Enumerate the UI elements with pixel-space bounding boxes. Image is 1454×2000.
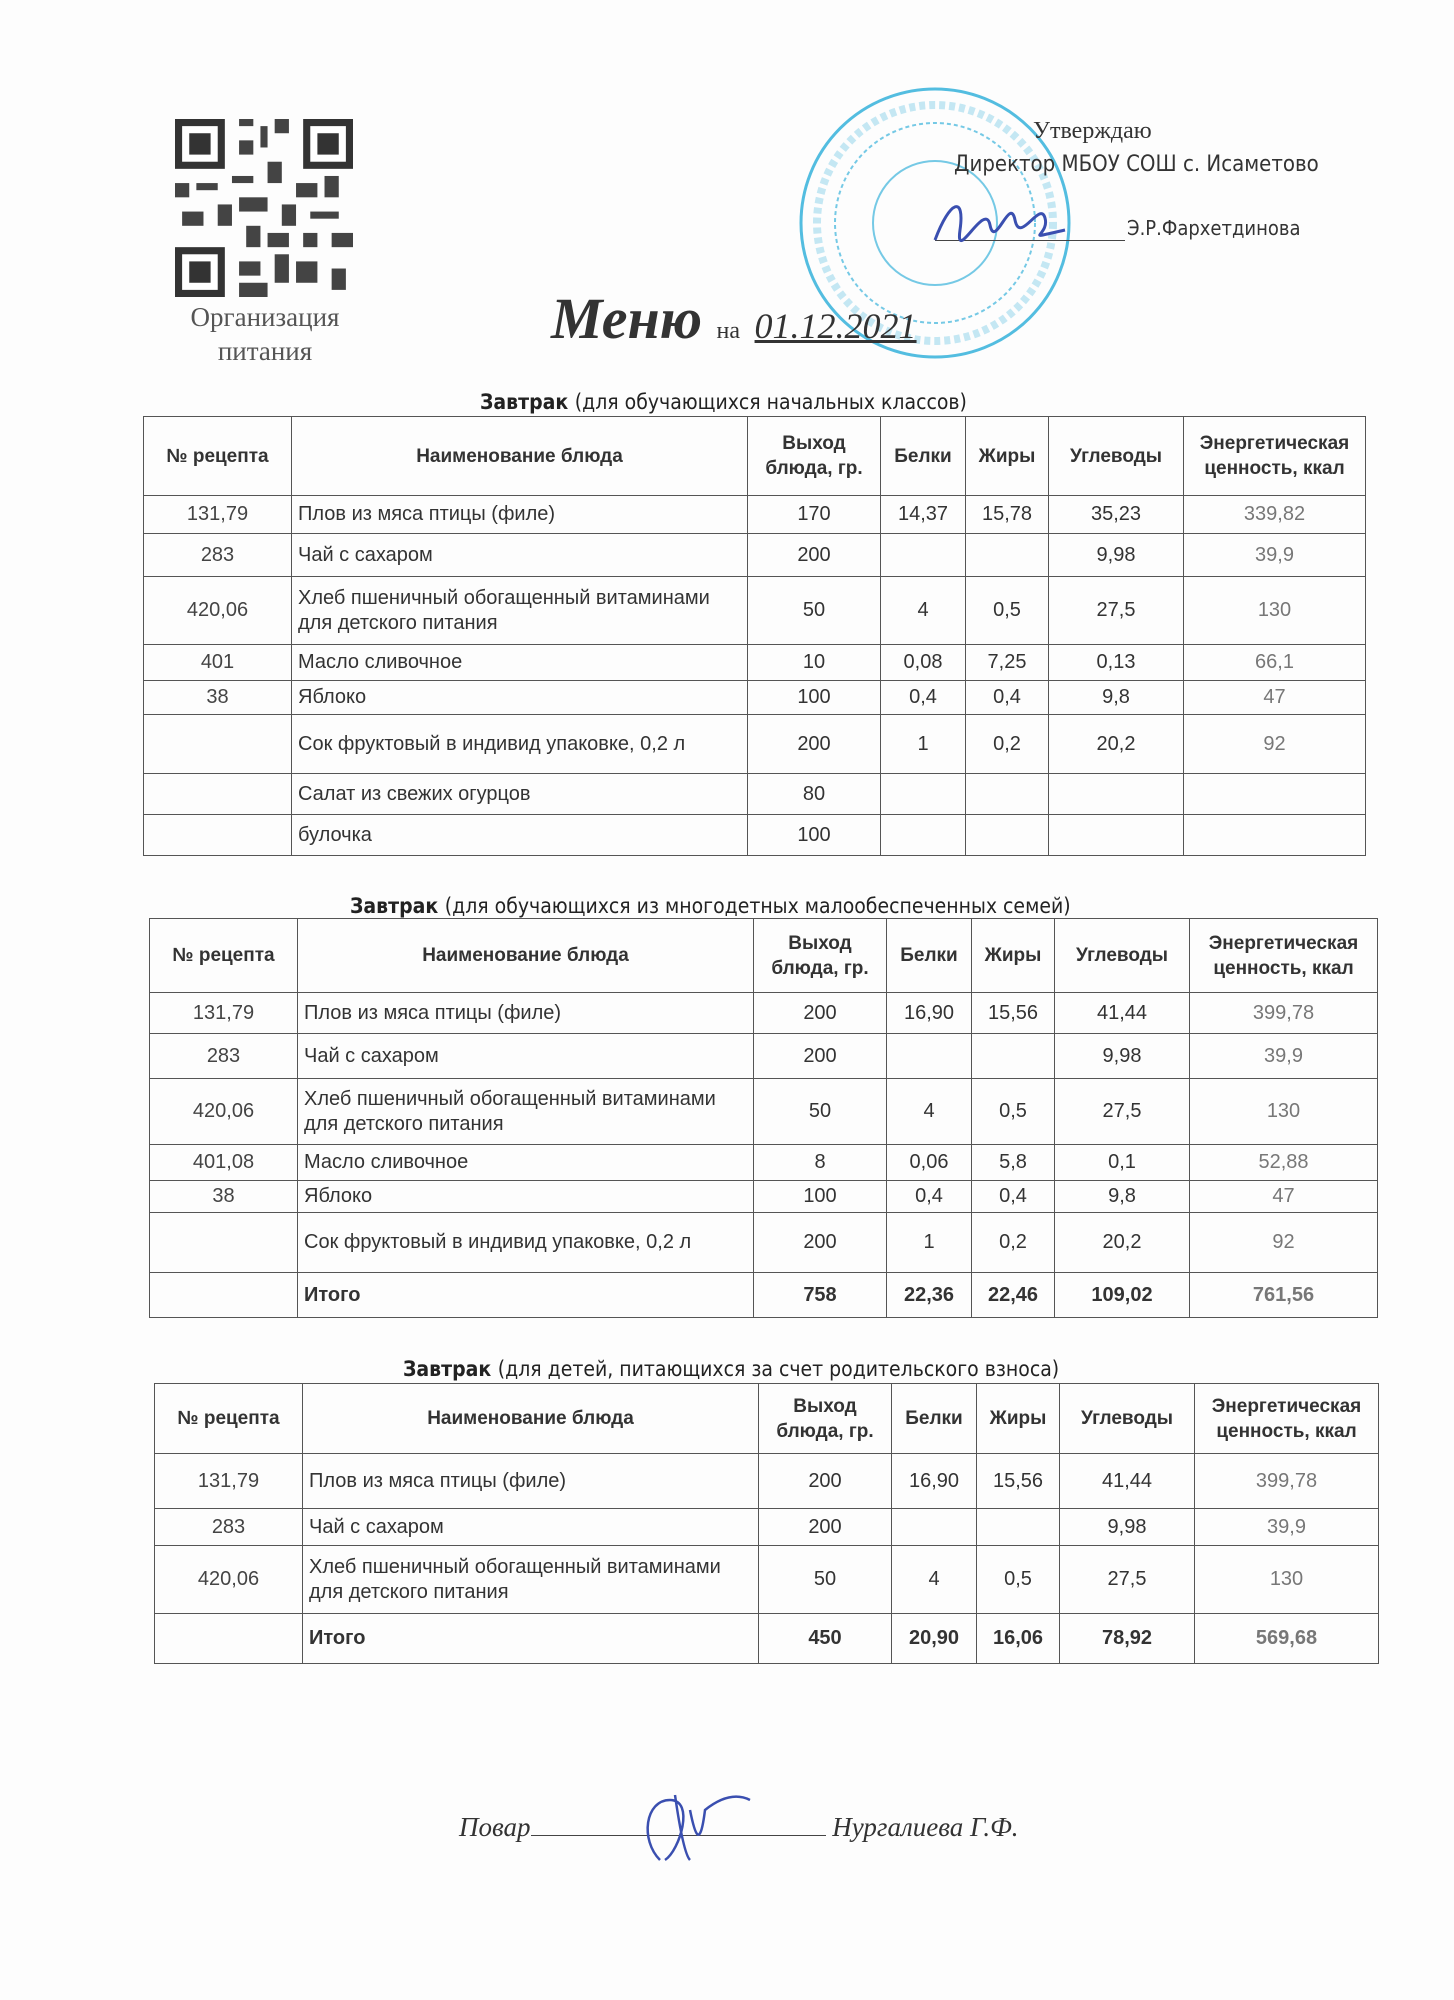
- cell: 0,5: [966, 577, 1049, 645]
- table-row: [144, 681, 1366, 715]
- cell: 4: [887, 1079, 972, 1145]
- cell: 15,56: [972, 993, 1055, 1034]
- total-row: [155, 1614, 1379, 1664]
- cell: 41,44: [1060, 1454, 1195, 1509]
- cell: [144, 774, 292, 815]
- cell: 50: [754, 1079, 887, 1145]
- cell: 200: [759, 1454, 892, 1509]
- cell: 200: [754, 993, 887, 1034]
- cell: 200: [754, 1213, 887, 1273]
- column-header: Углеводы: [1055, 919, 1190, 993]
- table-row: [144, 534, 1366, 577]
- director-position: Директор МБОУ СОШ с. Исаметово: [954, 152, 1319, 177]
- cell: 66,1: [1184, 645, 1366, 681]
- cell: 200: [759, 1509, 892, 1546]
- menu-word: Меню: [551, 286, 703, 351]
- cell: 170: [748, 496, 881, 534]
- column-header: № рецепта: [155, 1384, 303, 1454]
- approve-label: Утверждаю: [1033, 118, 1152, 144]
- table-title: [403, 1357, 1059, 1381]
- cell: 420,06: [144, 577, 292, 645]
- cell: 20,2: [1055, 1213, 1190, 1273]
- cell: 0,4: [972, 1181, 1055, 1213]
- table-header-row: [155, 1384, 1379, 1454]
- column-header: Энергетическая ценность, ккал: [1184, 417, 1366, 496]
- cell: 131,79: [155, 1454, 303, 1509]
- menu-table: [149, 918, 1378, 1318]
- menu-table: [143, 416, 1366, 856]
- cell: 130: [1190, 1079, 1378, 1145]
- cell: 450: [759, 1614, 892, 1664]
- cell: Хлеб пшеничный обогащенный витаминами для детского питания: [298, 1079, 754, 1145]
- cell: 283: [155, 1509, 303, 1546]
- table-row: [150, 1079, 1378, 1145]
- cell: [150, 1273, 298, 1318]
- cell: Масло сливочное: [292, 645, 748, 681]
- cell: 339,82: [1184, 496, 1366, 534]
- cell: [144, 815, 292, 856]
- cell: 200: [748, 534, 881, 577]
- table-row: [144, 577, 1366, 645]
- cell: [881, 815, 966, 856]
- cell: 0,2: [966, 715, 1049, 774]
- table-title-subtitle: (для обучающихся начальных классов): [574, 390, 967, 414]
- column-header: Жиры: [977, 1384, 1060, 1454]
- table-row: [144, 715, 1366, 774]
- table-title: [480, 390, 967, 414]
- cell: Яблоко: [298, 1181, 754, 1213]
- table-title-main: Завтрак: [350, 894, 439, 918]
- table-title-subtitle: (для детей, питающихся за счет родительского взноса): [497, 1357, 1060, 1381]
- table-row: [150, 1181, 1378, 1213]
- cell: 22,36: [887, 1273, 972, 1318]
- column-header: Белки: [887, 919, 972, 993]
- cell: 16,06: [977, 1614, 1060, 1664]
- cell: 20,2: [1049, 715, 1184, 774]
- cell: Масло сливочное: [298, 1145, 754, 1181]
- cell: Чай с сахаром: [298, 1034, 754, 1079]
- cell: 569,68: [1195, 1614, 1379, 1664]
- column-header: Наименование блюда: [298, 919, 754, 993]
- table-row: [155, 1454, 1379, 1509]
- cell: Сок фруктовый в индивид упаковке, 0,2 л: [292, 715, 748, 774]
- table-header-row: [144, 417, 1366, 496]
- cell: 22,46: [972, 1273, 1055, 1318]
- cell: [155, 1614, 303, 1664]
- cell: [977, 1509, 1060, 1546]
- qr-code-icon: [175, 119, 353, 297]
- cell: 100: [754, 1181, 887, 1213]
- cell: Яблоко: [292, 681, 748, 715]
- table-header-row: [150, 919, 1378, 993]
- cell: 1: [887, 1213, 972, 1273]
- cell: 401: [144, 645, 292, 681]
- table-row: [155, 1509, 1379, 1546]
- cell: 131,79: [144, 496, 292, 534]
- cell: 130: [1195, 1546, 1379, 1614]
- column-header: Выход блюда, гр.: [748, 417, 881, 496]
- cell: Итого: [298, 1273, 754, 1318]
- cell: 80: [748, 774, 881, 815]
- cell: 38: [144, 681, 292, 715]
- cell: Плов из мяса птицы (филе): [298, 993, 754, 1034]
- cell: 9,8: [1055, 1181, 1190, 1213]
- cook-signature-icon: [630, 1780, 780, 1870]
- cell: 50: [759, 1546, 892, 1614]
- cell: 52,88: [1190, 1145, 1378, 1181]
- cell: 92: [1184, 715, 1366, 774]
- cell: [892, 1509, 977, 1546]
- cell: 283: [150, 1034, 298, 1079]
- cell: [966, 774, 1049, 815]
- cell: 420,06: [150, 1079, 298, 1145]
- cell: 0,4: [887, 1181, 972, 1213]
- cell: Итого: [303, 1614, 759, 1664]
- cell: 399,78: [1195, 1454, 1379, 1509]
- cell: 761,56: [1190, 1273, 1378, 1318]
- cell: Сок фруктовый в индивид упаковке, 0,2 л: [298, 1213, 754, 1273]
- cell: [1049, 774, 1184, 815]
- cell: 0,5: [977, 1546, 1060, 1614]
- director-signature-icon: [930, 190, 1070, 250]
- cell: [1184, 774, 1366, 815]
- cook-name: Нургалиева Г.Ф.: [832, 1812, 1019, 1842]
- cell: 27,5: [1055, 1079, 1190, 1145]
- cell: 0,2: [972, 1213, 1055, 1273]
- cell: 7,25: [966, 645, 1049, 681]
- cell: 0,5: [972, 1079, 1055, 1145]
- cell: 5,8: [972, 1145, 1055, 1181]
- cell: 0,13: [1049, 645, 1184, 681]
- column-header: Углеводы: [1060, 1384, 1195, 1454]
- table-row: [150, 1034, 1378, 1079]
- cell: 78,92: [1060, 1614, 1195, 1664]
- cell: 0,08: [881, 645, 966, 681]
- cell: [1049, 815, 1184, 856]
- cell: [966, 815, 1049, 856]
- cell: 38: [150, 1181, 298, 1213]
- table-title-main: Завтрак: [403, 1357, 492, 1381]
- cell: 0,06: [887, 1145, 972, 1181]
- cell: 0,1: [1055, 1145, 1190, 1181]
- cell: 100: [748, 681, 881, 715]
- cell: 41,44: [1055, 993, 1190, 1034]
- cell: 15,78: [966, 496, 1049, 534]
- cell: 14,37: [881, 496, 966, 534]
- column-header: Белки: [881, 417, 966, 496]
- cell: 758: [754, 1273, 887, 1318]
- cell: [887, 1034, 972, 1079]
- column-header: Энергетическая ценность, ккал: [1190, 919, 1378, 993]
- cell: 283: [144, 534, 292, 577]
- cell: [150, 1213, 298, 1273]
- cell: 16,90: [892, 1454, 977, 1509]
- qr-caption: [170, 300, 360, 368]
- column-header: Выход блюда, гр.: [759, 1384, 892, 1454]
- cook-label: Повар: [459, 1812, 531, 1842]
- menu-na: на: [716, 318, 741, 344]
- cell: Хлеб пшеничный обогащенный витаминами для детского питания: [292, 577, 748, 645]
- cell: Плов из мяса птицы (филе): [303, 1454, 759, 1509]
- table-row: [150, 1213, 1378, 1273]
- table-title-main: Завтрак: [480, 390, 569, 414]
- cell: 8: [754, 1145, 887, 1181]
- column-header: Наименование блюда: [303, 1384, 759, 1454]
- table-row: [155, 1546, 1379, 1614]
- cell: 9,98: [1060, 1509, 1195, 1546]
- cell: 39,9: [1184, 534, 1366, 577]
- cell: 130: [1184, 577, 1366, 645]
- cell: 39,9: [1190, 1034, 1378, 1079]
- cell: 47: [1190, 1181, 1378, 1213]
- cell: булочка: [292, 815, 748, 856]
- table-row: [144, 815, 1366, 856]
- column-header: Жиры: [972, 919, 1055, 993]
- cell: Плов из мяса птицы (филе): [292, 496, 748, 534]
- cell: 35,23: [1049, 496, 1184, 534]
- cell: 131,79: [150, 993, 298, 1034]
- cell: 200: [748, 715, 881, 774]
- table-row: [144, 496, 1366, 534]
- column-header: Белки: [892, 1384, 977, 1454]
- column-header: № рецепта: [150, 919, 298, 993]
- table-title: [350, 894, 1071, 918]
- cell: 4: [881, 577, 966, 645]
- cell: 1: [881, 715, 966, 774]
- cell: 0,4: [966, 681, 1049, 715]
- cell: 50: [748, 577, 881, 645]
- page-title: [551, 285, 917, 352]
- cell: 10: [748, 645, 881, 681]
- cell: 401,08: [150, 1145, 298, 1181]
- qr-caption-line-2: питания: [217, 336, 313, 366]
- column-header: Наименование блюда: [292, 417, 748, 496]
- cell: 9,98: [1055, 1034, 1190, 1079]
- cell: [144, 715, 292, 774]
- menu-table: [154, 1383, 1379, 1664]
- table-row: [150, 1145, 1378, 1181]
- director-name: Э.Р.Фархетдинова: [1127, 216, 1301, 240]
- cell: [881, 774, 966, 815]
- cell: 27,5: [1049, 577, 1184, 645]
- cell: 109,02: [1055, 1273, 1190, 1318]
- column-header: Углеводы: [1049, 417, 1184, 496]
- column-header: Энергетическая ценность, ккал: [1195, 1384, 1379, 1454]
- cell: 9,8: [1049, 681, 1184, 715]
- cell: 399,78: [1190, 993, 1378, 1034]
- table-row: [144, 774, 1366, 815]
- cell: Чай с сахаром: [303, 1509, 759, 1546]
- qr-caption-line-1: Организация: [190, 302, 340, 332]
- cell: [972, 1034, 1055, 1079]
- table-row: [144, 645, 1366, 681]
- cell: 47: [1184, 681, 1366, 715]
- cell: [881, 534, 966, 577]
- table-title-subtitle: (для обучающихся из многодетных малообеспеченных семей): [444, 894, 1071, 918]
- cell: Салат из свежих огурцов: [292, 774, 748, 815]
- cell: 39,9: [1195, 1509, 1379, 1546]
- menu-date: 01.12.2021: [754, 306, 917, 346]
- cell: 420,06: [155, 1546, 303, 1614]
- cell: 100: [748, 815, 881, 856]
- cell: 27,5: [1060, 1546, 1195, 1614]
- cell: 200: [754, 1034, 887, 1079]
- cell: Чай с сахаром: [292, 534, 748, 577]
- cell: 4: [892, 1546, 977, 1614]
- cell: Хлеб пшеничный обогащенный витаминами для детского питания: [303, 1546, 759, 1614]
- column-header: Жиры: [966, 417, 1049, 496]
- cell: 0,4: [881, 681, 966, 715]
- column-header: Выход блюда, гр.: [754, 919, 887, 993]
- cell: 9,98: [1049, 534, 1184, 577]
- column-header: № рецепта: [144, 417, 292, 496]
- cell: 92: [1190, 1213, 1378, 1273]
- total-row: [150, 1273, 1378, 1318]
- cell: [1184, 815, 1366, 856]
- table-row: [150, 993, 1378, 1034]
- cell: 15,56: [977, 1454, 1060, 1509]
- cell: 20,90: [892, 1614, 977, 1664]
- cell: 16,90: [887, 993, 972, 1034]
- cell: [966, 534, 1049, 577]
